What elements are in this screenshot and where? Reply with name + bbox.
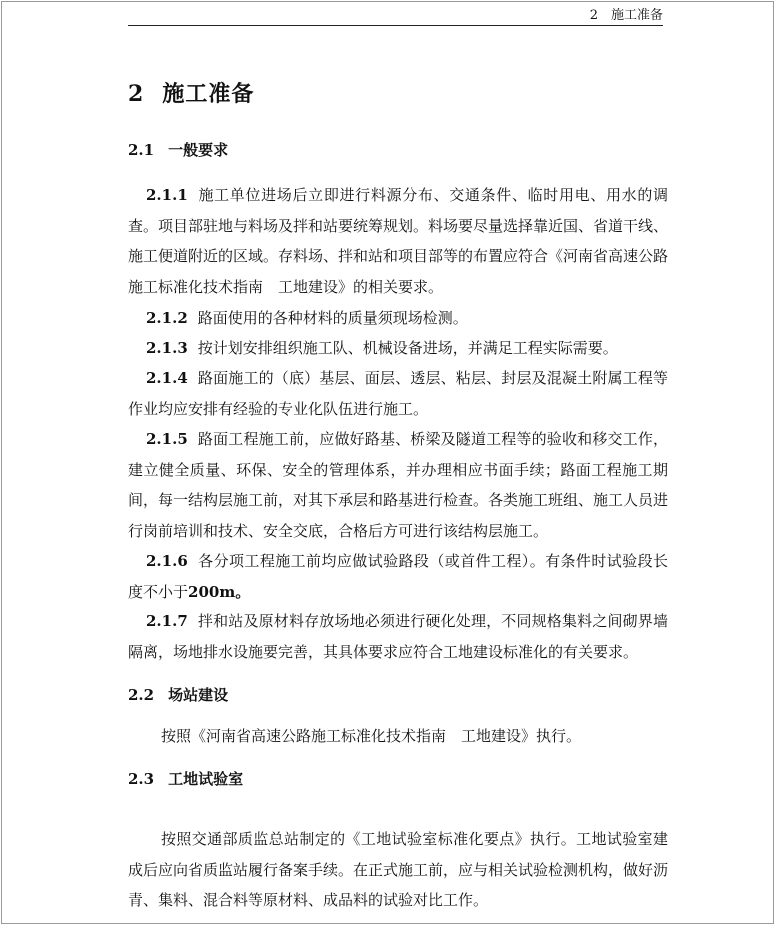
chapter-title-text: 施工准备 bbox=[162, 81, 255, 107]
clause-text: 路面施工的（底）基层、面层、透层、粘层、封层及混凝土附属工程等作业均应安排有经验的专业化队伍进行施工。 bbox=[128, 369, 668, 418]
clause-2-1-6 bbox=[128, 546, 668, 607]
clause-number: 2.1.5 bbox=[146, 430, 188, 448]
clause-number: 2.1.7 bbox=[146, 612, 188, 630]
clause-text: 各分项工程施工前均应做试验路段（或首件工程）。有条件时试验段长度不小于 bbox=[128, 552, 668, 601]
section-title: 场站建设 bbox=[168, 686, 229, 704]
clause-text: 拌和站及原材料存放场地必须进行硬化处理，不同规格集料之间砌界墙隔离，场地排水设施要完善，其具体要求应符合工地建设标准化的有关要求。 bbox=[128, 612, 668, 661]
section-number: 2.2 bbox=[128, 686, 155, 704]
section-number: 2.3 bbox=[128, 770, 155, 788]
clause-number: 2.1.1 bbox=[146, 186, 188, 204]
clause-number: 2.1.4 bbox=[146, 369, 188, 387]
clause-text-bold: 200m。 bbox=[188, 582, 251, 601]
clause-number: 2.1.6 bbox=[146, 552, 188, 570]
running-header-title: 2 施工准备 bbox=[589, 8, 663, 23]
clause-2-1-7 bbox=[128, 606, 668, 667]
clause-text: 路面使用的各种材料的质量须现场检测。 bbox=[197, 309, 468, 327]
section-number: 2.1 bbox=[128, 141, 155, 159]
section-2-3-paragraph bbox=[128, 824, 668, 916]
section-title: 工地试验室 bbox=[168, 770, 244, 788]
section-heading-2-3 bbox=[128, 768, 243, 789]
clause-text: 路面工程施工前，应做好路基、桥梁及隧道工程等的验收和移交工作，建立健全质量、环保、安全的管理体系，并办理相应书面手续；路面工程施工期间，每一结构层施工前，对其下承层和路基进行检查。各类施工班组、施工人员进行岗前培训和技术、安全交底，合格后方可进行该结构层施工。 bbox=[128, 430, 669, 540]
clause-text: 施工单位进场后立即进行料源分布、交通条件、临时用电、用水的调查。项目部驻地与料场及拌和站要统筹规划。料场要尽量选择靠近国、省道干线、施工便道附近的区域。存料场、拌和站和项目部等的布置应符合《河南省高速公路施工标准化技术指南 工地建设》的相关要求。 bbox=[128, 186, 669, 296]
clause-text: 按计划安排组织施工队、机械设备进场，并满足工程实际需要。 bbox=[197, 339, 618, 357]
section-heading-2-2 bbox=[128, 684, 228, 705]
clause-2-1-1 bbox=[128, 180, 668, 302]
clause-2-1-3 bbox=[128, 333, 668, 364]
clause-2-1-5 bbox=[128, 424, 668, 546]
paragraph-text: 按照交通部质监总站制定的《工地试验室标准化要点》执行。工地试验室建成后应向省质监站履行备案手续。在正式施工前，应与相关试验检测机构，做好沥青、集料、混合料等原材料、成品料的试验对比工作。 bbox=[128, 830, 669, 909]
clause-number: 2.1.2 bbox=[146, 309, 188, 327]
paragraph-text: 按照《河南省高速公路施工标准化技术指南 工地建设》执行。 bbox=[161, 727, 582, 745]
section-2-2-paragraph bbox=[128, 721, 668, 752]
clause-2-1-2 bbox=[128, 303, 668, 334]
chapter-number: 2 bbox=[128, 81, 145, 107]
section-heading-2-1 bbox=[128, 139, 228, 160]
chapter-title bbox=[128, 77, 254, 108]
running-header bbox=[128, 6, 663, 26]
section-title: 一般要求 bbox=[168, 141, 229, 159]
clause-number: 2.1.3 bbox=[146, 339, 188, 357]
clause-2-1-4 bbox=[128, 363, 668, 424]
